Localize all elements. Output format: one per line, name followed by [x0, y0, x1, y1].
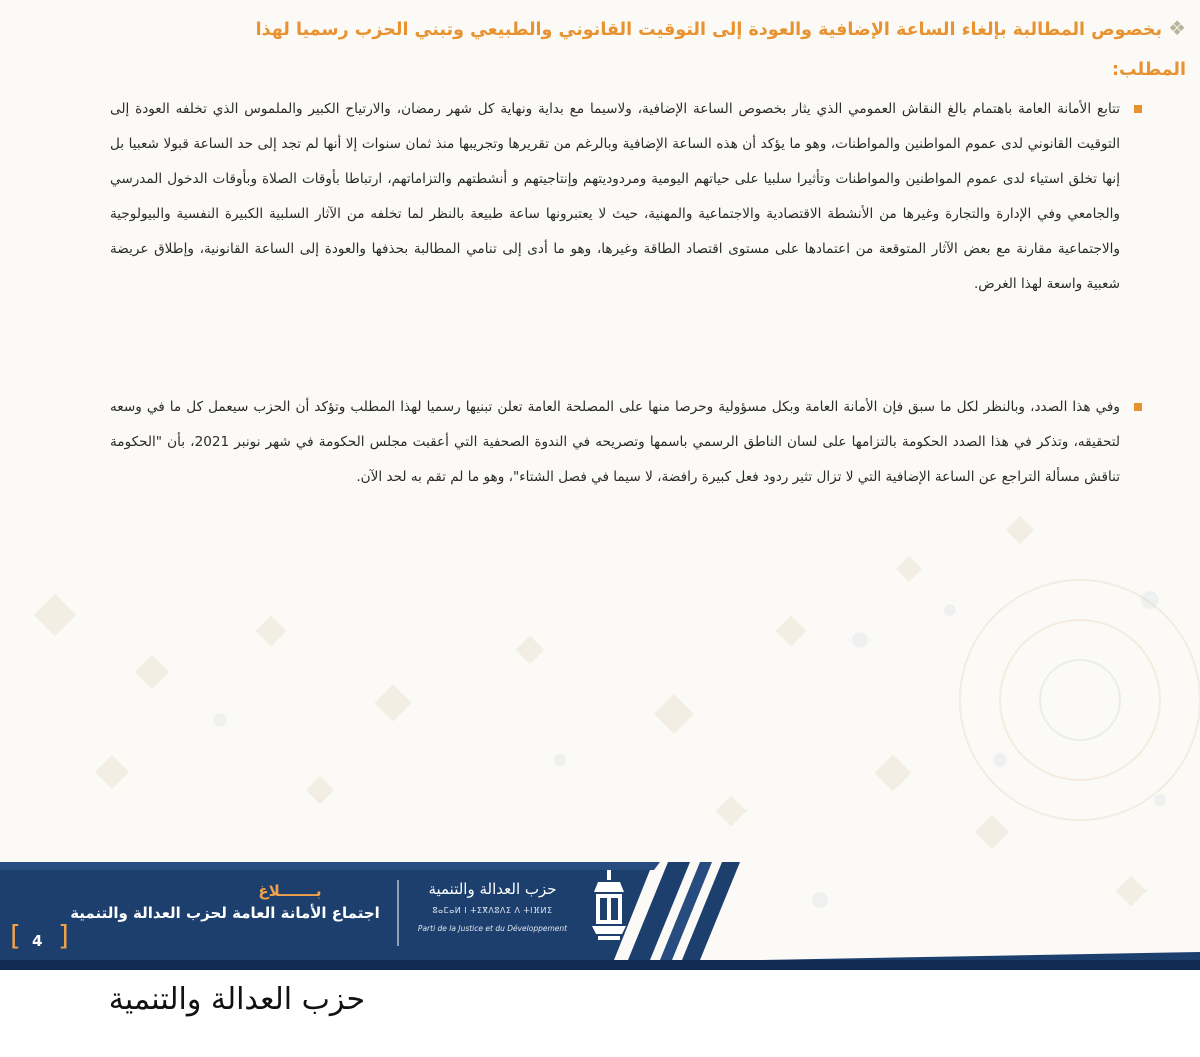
party-name-amazigh: ⵓⴰⵎⴰⵍ ⵏ ⵜⵉⴳⴷⵓⴷⵉ ⴷ ⵜⵏⴼⵍⵉ — [432, 906, 553, 915]
section-heading — [250, 8, 1186, 90]
party-name-arabic: حزب العدالة والتنمية — [428, 880, 557, 898]
section-heading-text: بخصوص المطالبة بإلغاء الساعة الإضافية والعودة إلى التوقيت القانوني والطبيعي وتبني الحزب رسميا لهذا المطلب: — [255, 20, 1186, 80]
footer-title-statement: بـــــــلاغ — [258, 882, 322, 900]
page-number: 4 — [32, 932, 43, 950]
caption-text: حزب العدالة والتنمية — [108, 982, 365, 1017]
square-bullet-icon — [1134, 403, 1142, 411]
party-name-french: Parti de la Justice et du Développement — [417, 924, 568, 933]
diamond-bullet-icon: ❖ — [1168, 16, 1186, 40]
square-bullet-icon — [1134, 105, 1142, 113]
footer-title-meeting: اجتماع الأمانة العامة لحزب العدالة والتنمية — [70, 904, 380, 922]
paragraph-2 — [110, 390, 1120, 495]
paragraph-2-text: وفي هذا الصدد، وبالنظر لكل ما سبق فإن الأمانة العامة وبكل مسؤولية وحرصا منها على المصلحة العامة تعلن تبنيها رسميا لهذا المطلب وتؤكد أن الحزب سيعمل كل ما في وسعه لتحقيقه، وتذكر في هذا الصدد الحكومة بالتزامها على لسان الناطق الرسمي باسمها وتصريحه في الندوة الصحفية التي أعقبت مجلس الحكومة في شهر نونبر 2021، بأن "الحكومة تناقش مسألة التراجع عن الساعة الإضافية التي لا تزال تثير ردود فعل كبيرة رافضة، لا سيما في فصل الشتاء"، وهو ما لم تقم به لحد الآن. — [110, 399, 1120, 485]
lamp-logo-icon — [588, 870, 630, 942]
bracket-left-icon: [ — [10, 919, 21, 952]
bracket-right-icon: ] — [58, 919, 69, 952]
paragraph-1 — [110, 92, 1120, 302]
page-number-box — [6, 919, 70, 956]
paragraph-1-text: تتابع الأمانة العامة باهتمام بالغ النقاش العمومي الذي يثار بخصوص الساعة الإضافية، ولاسيما مع بداية ونهاية كل شهر رمضان، والارتياح الكبير والملموس الذي تخلفه العودة إلى التوقيت القانوني لدى عموم المواطنين والمواطنات، وهو ما يؤكد أن هذه الساعة الإضافية وبالرغم من تقريرها وتجريبها منذ ثمان سنوات إلا أنها لم تجد إلى حد الساعة قبولا شعبيا بل إنها تخلق استياء لدى عموم المواطنين والمواطنات وتأثيرا سلبيا على حياتهم اليومية ومردوديتهم وإنتاجيتهم و أنشطتهم والتزاماتهم، ارتباطا بأوقات الصلاة وبأوقات الدخول المدرسي والجامعي وفي الإدارة والتجارة وغيرها من الأنشطة الاقتصادية والاجتماعية والمهنية، حيث لا يعتبرونها ساعة طبيعة بالنظر لما تخلفه من الآثار السلبية الكبيرة النفسية والبيولوجية والاجتماعية مقارنة مع بعض الآثار المتوقعة من اعتمادها على مستوى اقتصاد الطاقة وغيرها، وهو ما أدى إلى تنامي المطالبة بحذفها والعودة إلى الساعة القانونية، وإطلاق عريضة شعبية واسعة لهذا الغرض. — [110, 101, 1120, 292]
